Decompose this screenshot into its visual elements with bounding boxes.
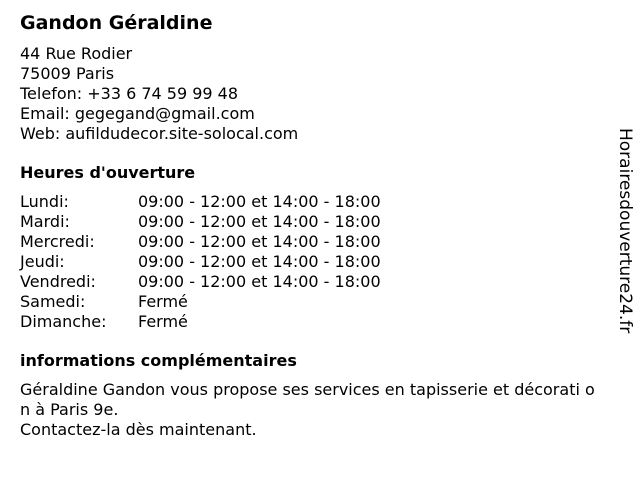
hours-day: Vendredi: xyxy=(20,272,96,291)
address-line1: 44 Rue Rodier xyxy=(20,44,133,63)
info-title: informations complémentaires xyxy=(20,351,297,370)
hours-title: Heures d'ouverture xyxy=(20,163,196,182)
hours-time: 09:00 - 12:00 et 14:00 - 18:00 xyxy=(138,252,381,271)
address-line2: 75009 Paris xyxy=(20,64,115,83)
business-name: Gandon Géraldine xyxy=(20,12,213,34)
info-text: Géraldine Gandon vous propose ses services en tapisserie et décorati on à Paris 9e. xyxy=(20,380,595,419)
business-card xyxy=(20,10,610,440)
hours-day: Mardi: xyxy=(20,212,70,231)
hours-row-monday xyxy=(20,192,610,212)
hours-time: 09:00 - 12:00 et 14:00 - 18:00 xyxy=(138,212,381,231)
email-text: Email: gegegand@gmail.com xyxy=(20,104,255,123)
hours-time: Fermé xyxy=(138,312,188,331)
web-text: Web: aufildudecor.site-solocal.com xyxy=(20,124,299,143)
info-contact-text: Contactez-la dès maintenant. xyxy=(20,420,257,439)
watermark-text: Horairesdouverture24.fr xyxy=(615,128,635,334)
hours-day: Dimanche: xyxy=(20,312,107,331)
hours-day: Samedi: xyxy=(20,292,86,311)
phone-text: Telefon: +33 6 74 59 99 48 xyxy=(20,84,239,103)
hours-day: Jeudi: xyxy=(20,252,65,271)
hours-row-friday xyxy=(20,272,610,292)
contact-block xyxy=(20,44,610,144)
hours-row-sunday xyxy=(20,312,610,332)
hours-day: Lundi: xyxy=(20,192,69,211)
hours-row-saturday xyxy=(20,292,610,312)
hours-time: Fermé xyxy=(138,292,188,311)
hours-time: 09:00 - 12:00 et 14:00 - 18:00 xyxy=(138,232,381,251)
hours-table xyxy=(20,192,610,332)
hours-time: 09:00 - 12:00 et 14:00 - 18:00 xyxy=(138,272,381,291)
hours-row-wednesday xyxy=(20,232,610,252)
hours-day: Mercredi: xyxy=(20,232,95,251)
hours-row-thursday xyxy=(20,252,610,272)
hours-row-tuesday xyxy=(20,212,610,232)
hours-time: 09:00 - 12:00 et 14:00 - 18:00 xyxy=(138,192,381,211)
